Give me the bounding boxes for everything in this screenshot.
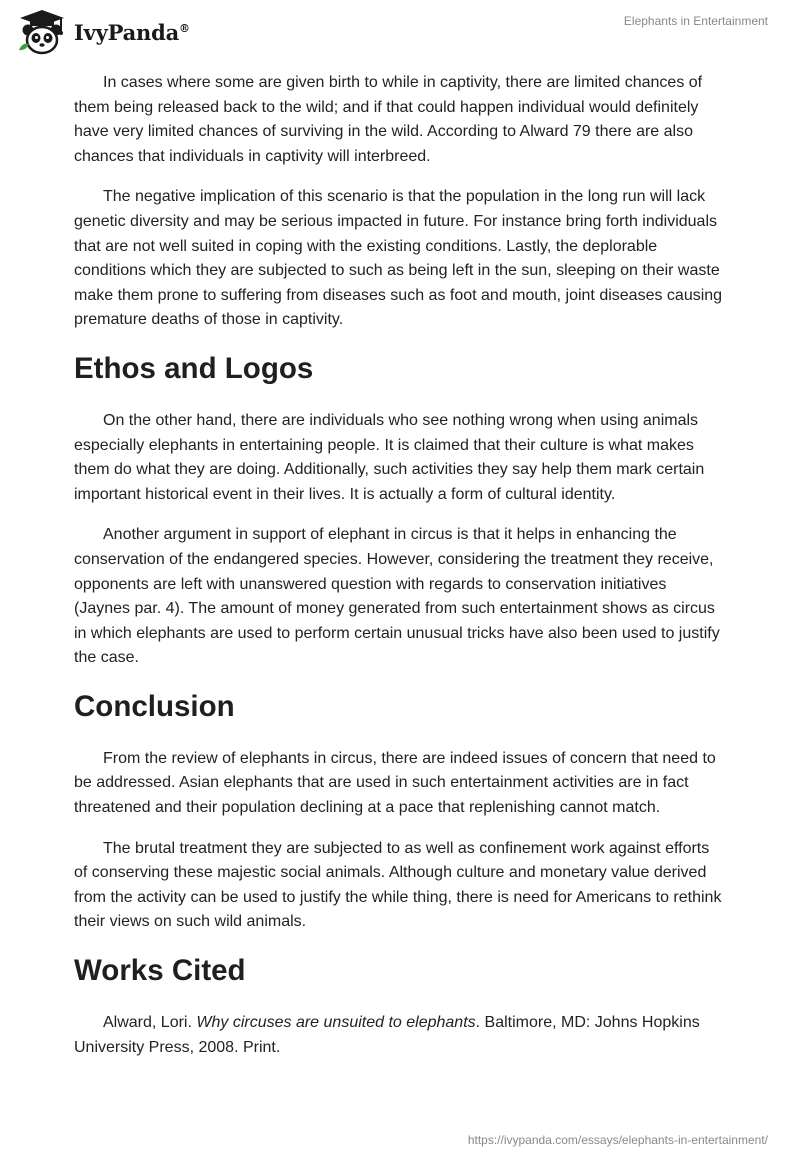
page-header — [0, 0, 800, 60]
source-url-link[interactable]: https://ivypanda.com/essays/elephants-in-entertainment/ — [467, 1133, 768, 1147]
paragraph: The brutal treatment they are subjected to as well as confinement work against efforts of conserving these majestic social animals. Although culture and monetary value derived from the activity can be used to justify the while thing, there is need for Americans to rethink their views on such wild animals. — [74, 839, 722, 931]
registered-mark: ® — [179, 21, 190, 35]
logo-wordmark: IvyPanda® — [74, 19, 190, 45]
section-heading-conclusion: Conclusion — [74, 689, 235, 723]
essay-body — [74, 71, 724, 1076]
citation-title: Why circuses are unsuited to elephants — [196, 1014, 476, 1032]
paragraph: Another argument in support of elephant in circus is that it helps in enhancing the conservation of the endangered species. However, considering the treatment they receive, opponents are left with unanswered question with regards to conservation initiatives (Jaynes par. 4). The amount of money generated from such entertainment shows as circus in which elephants are used to perform certain unusual tricks have also been used to justify the case. — [74, 526, 720, 667]
paragraph: In cases where some are given birth to while in captivity, there are limited chances of them being released back to the wild; and if that could happen individual would definitely have very limited chances of surviving in the wild. According to Alward 79 there are also chances that individuals in captivity will interbreed. — [74, 74, 703, 165]
paragraph: On the other hand, there are individuals who see nothing wrong when using animals especially elephants in entertaining people. It is claimed that their culture is what makes them do what they are doing. Additionally, such activities they say help them mark certain important historical event in their lives. It is actually a form of cultural identity. — [74, 411, 705, 503]
citation-publication: . Baltimore, MD: Johns Hopkins University Press, 2008. Print. — [74, 1014, 700, 1056]
section-heading-works-cited: Works Cited — [74, 954, 246, 988]
paragraph: The negative implication of this scenario is that the population in the long run will lack genetic diversity and may be serious impacted in future. For instance bring forth individuals that are not well suited in coping with the existing conditions. Lastly, the deplorable conditions which they are subjected to such as being left in the sun, sleeping on their waste make them prone to suffering from diseases such as foot and mouth, joint diseases causing premature deaths of those in captivity. — [74, 188, 723, 329]
citation-author: Alward, Lori. — [103, 1014, 197, 1032]
citation — [74, 1011, 724, 1060]
section-heading-ethos-logos: Ethos and Logos — [74, 351, 314, 385]
paragraph: From the review of elephants in circus, there are indeed issues of concern that need to be addressed. Asian elephants that are used in such entertainment activities are in fact threatened and their population declining at a pace that replenishing cannot match. — [74, 749, 716, 817]
panda-graduation-icon — [16, 8, 68, 56]
document-title: Elephants in Entertainment — [623, 14, 768, 28]
ivypanda-logo[interactable] — [16, 8, 190, 56]
